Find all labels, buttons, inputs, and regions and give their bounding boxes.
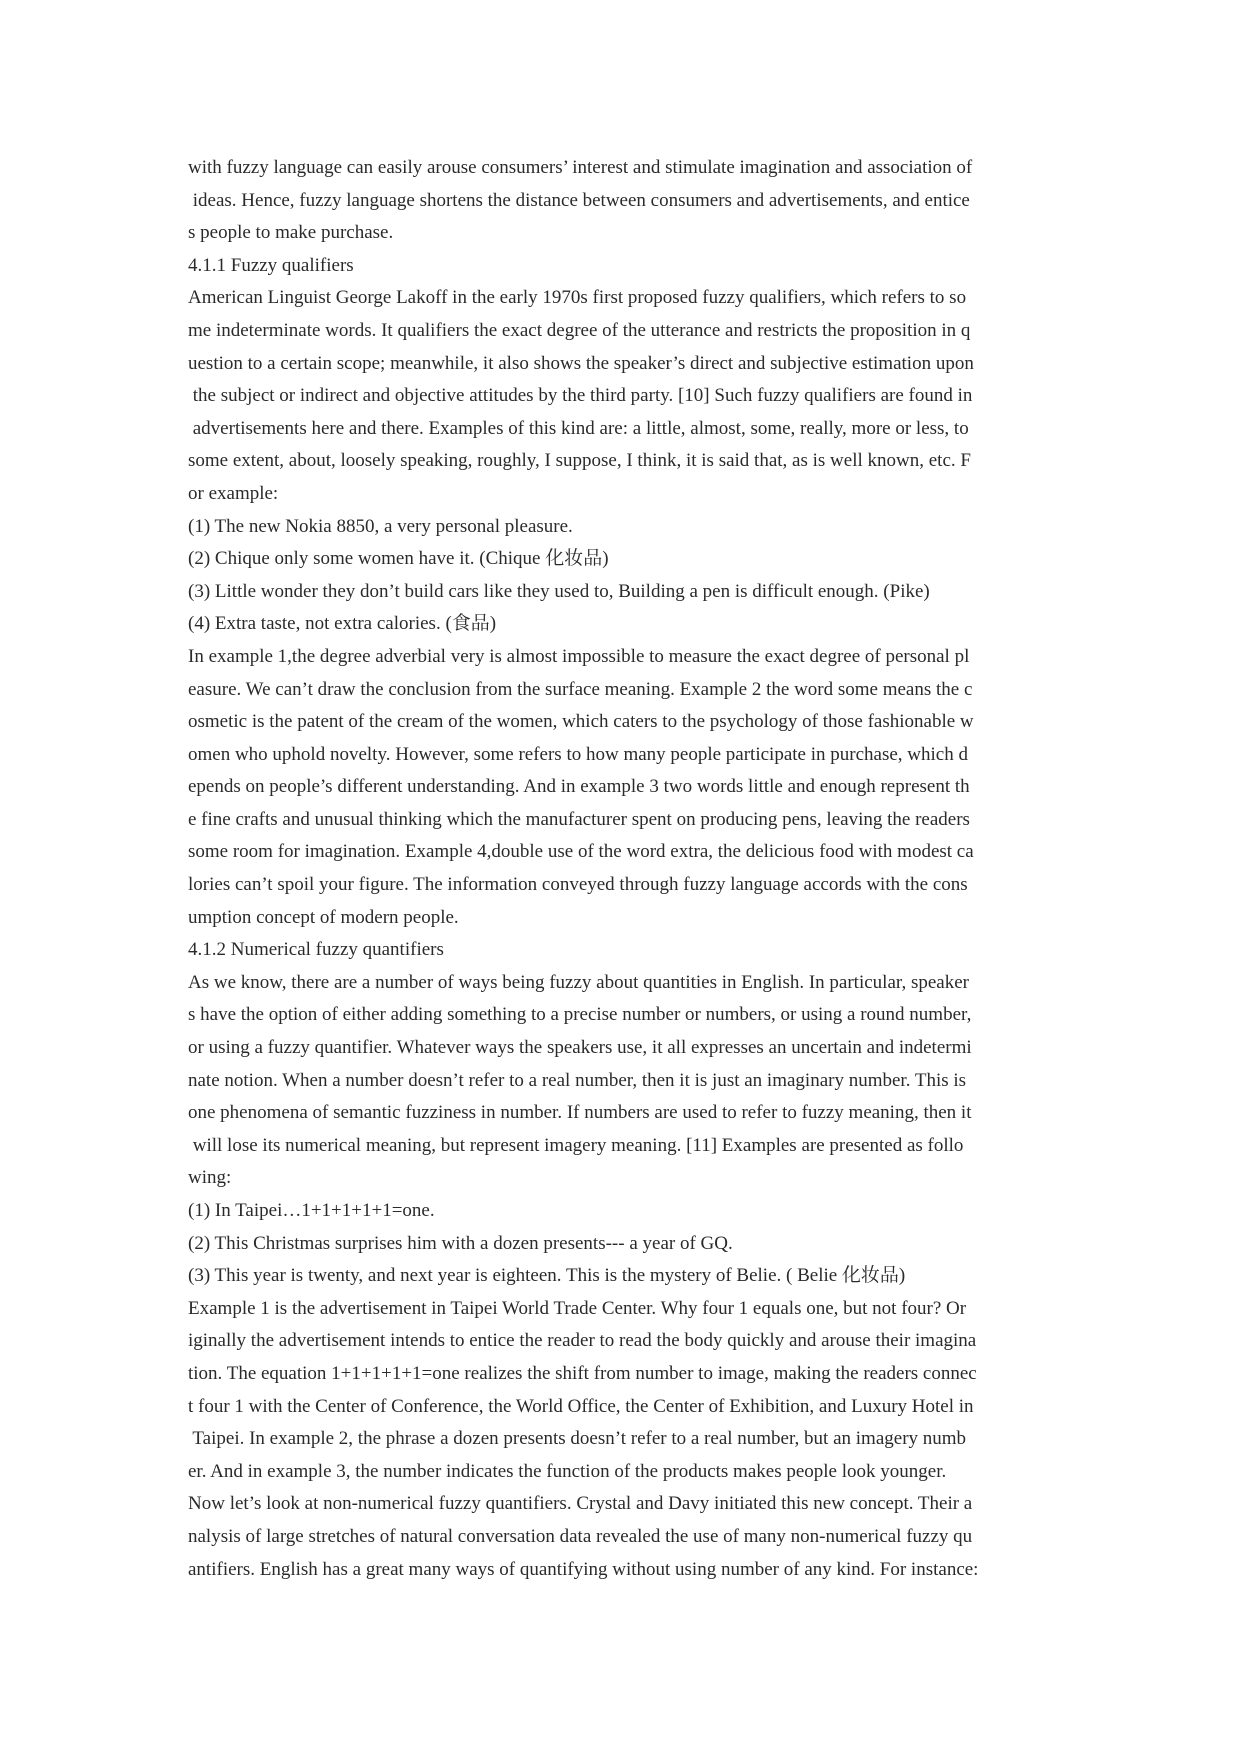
text-line: the subject or indirect and objective attitudes by the third party. [10] Such fuzzy qualifiers are found in	[188, 385, 973, 407]
text-line: advertisements here and there. Examples of this kind are: a little, almost, some, really, more or less, to	[188, 417, 969, 439]
section-heading: 4.1.1 Fuzzy qualifiers	[188, 254, 354, 276]
text-line: one phenomena of semantic fuzziness in number. If numbers are used to refer to fuzzy meaning, then it	[188, 1102, 972, 1124]
text-line: easure. We can’t draw the conclusion from the surface meaning. Example 2 the word some means the c	[188, 678, 973, 700]
text-line: osmetic is the patent of the cream of the women, which caters to the psychology of those fashionable w	[188, 711, 974, 733]
example-line: (2) Chique only some women have it. (Chique 化妆品)	[188, 548, 609, 570]
text-line: some extent, about, loosely speaking, roughly, I suppose, I think, it is said that, as is well known, etc. F	[188, 450, 971, 472]
text-line: omen who uphold novelty. However, some refers to how many people participate in purchase, which d	[188, 743, 968, 765]
text-line: er. And in example 3, the number indicates the function of the products makes people look younger.	[188, 1460, 947, 1482]
text-line: e fine crafts and unusual thinking which the manufacturer spent on producing pens, leaving the readers	[188, 808, 970, 830]
text-line: will lose its numerical meaning, but represent imagery meaning. [11] Examples are presented as follo	[188, 1134, 964, 1156]
example-line: (1) In Taipei…1+1+1+1+1=one.	[188, 1200, 435, 1221]
text-line: iginally the advertisement intends to entice the reader to read the body quickly and arouse their imagina	[188, 1330, 977, 1352]
text-line: In example 1,the degree adverbial very is almost impossible to measure the exact degree of personal pl	[188, 645, 970, 667]
text-line: or using a fuzzy quantifier. Whatever ways the speakers use, it all expresses an uncertain and indetermi	[188, 1037, 972, 1059]
document-page	[188, 152, 1068, 1586]
text-line: epends on people’s different understanding. And in example 3 two words little and enough represent th	[188, 776, 970, 798]
text-line: s have the option of either adding something to a precise number or numbers, or using a round number,	[188, 1004, 972, 1026]
text-line: tion. The equation 1+1+1+1+1=one realizes the shift from number to image, making the readers connec	[188, 1362, 977, 1384]
text-line: antifiers. English has a great many ways of quantifying without using number of any kind. For instance:	[188, 1558, 979, 1580]
text-line: umption concept of modern people.	[188, 906, 459, 928]
text-line: or example:	[188, 482, 279, 504]
text-line: me indeterminate words. It qualifiers the exact degree of the utterance and restricts the proposition in q	[188, 319, 971, 341]
text-line: wing:	[188, 1167, 232, 1189]
text-line: Now let’s look at non-numerical fuzzy quantifiers. Crystal and Davy initiated this new concept. Their a	[188, 1493, 973, 1515]
section-heading: 4.1.2 Numerical fuzzy quantifiers	[188, 939, 444, 961]
example-line: (4) Extra taste, not extra calories. (食品)	[188, 613, 497, 635]
example-line: (2) This Christmas surprises him with a dozen presents--- a year of GQ.	[188, 1232, 733, 1254]
text-line: Example 1 is the advertisement in Taipei World Trade Center. Why four 1 equals one, but not four? Or	[188, 1297, 967, 1319]
example-line: (1) The new Nokia 8850, a very personal pleasure.	[188, 515, 573, 537]
text-line: uestion to a certain scope; meanwhile, it also shows the speaker’s direct and subjective estimation upon	[188, 352, 974, 374]
text-line: lories can’t spoil your figure. The information conveyed through fuzzy language accords with the cons	[188, 874, 968, 896]
text-line: t four 1 with the Center of Conference, the World Office, the Center of Exhibition, and Luxury Hotel in	[188, 1395, 974, 1417]
text-line: some room for imagination. Example 4,double use of the word extra, the delicious food with modest ca	[188, 841, 974, 863]
text-line: with fuzzy language can easily arouse consumers’ interest and stimulate imagination and association of	[188, 157, 973, 178]
text-line: As we know, there are a number of ways being fuzzy about quantities in English. In particular, speaker	[188, 971, 969, 993]
example-line: (3) Little wonder they don’t build cars like they used to, Building a pen is difficult enough. (Pike)	[188, 580, 930, 602]
text-line: nate notion. When a number doesn’t refer to a real number, then it is just an imaginary number. This is	[188, 1069, 967, 1091]
text-line: nalysis of large stretches of natural conversation data revealed the use of many non-numerical fuzzy qu	[188, 1525, 973, 1547]
text-line: American Linguist George Lakoff in the early 1970s first proposed fuzzy qualifiers, which refers to so	[188, 287, 967, 309]
text-line: Taipei. In example 2, the phrase a dozen presents doesn’t refer to a real number, but an imagery numb	[188, 1428, 967, 1450]
text-line: s people to make purchase.	[188, 222, 394, 244]
text-line: ideas. Hence, fuzzy language shortens the distance between consumers and advertisements, and entice	[188, 189, 970, 211]
example-line: (3) This year is twenty, and next year is eighteen. This is the mystery of Belie. ( Belie 化妆品)	[188, 1265, 906, 1287]
